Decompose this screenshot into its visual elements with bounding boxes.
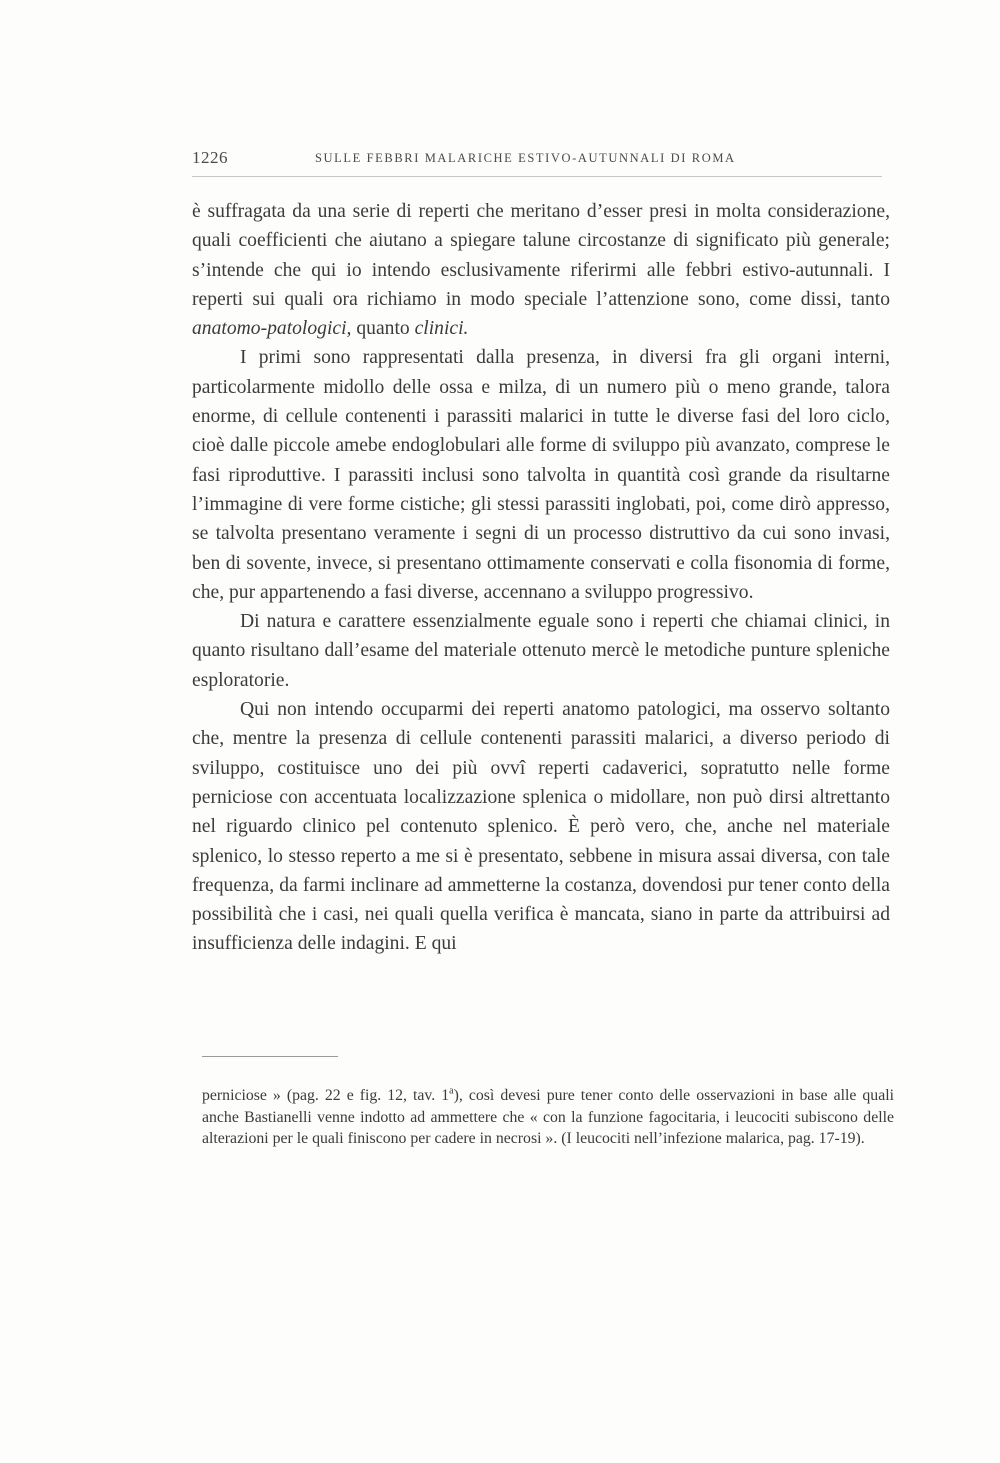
paragraph-1-text: è suffragata da una serie di reperti che meritano d’esser presi in molta considerazione, quali coefficienti che aiutano a spiegare talune circostanze di significato più generale; s’intende che qui io intendo esclusivamente riferirmi alle febbri estivo-autunnali. I reperti sui quali ora richiamo in modo speciale l’attenzione sono, come dissi, tanto <box>192 201 890 310</box>
footnote-text-end: ), così devesi pure tener conto delle osservazioni in base alle quali anche Bastianelli venne indotto ad ammettere che « con la funzione fagocitaria, i leucociti subiscono delle alterazioni per le quali finiscono per cadere in necrosi ». (I leucociti nell’infezione malarica, pag. 17-19). <box>202 1087 894 1147</box>
paragraph-2: I primi sono rappresentati dalla presenza, in diversi fra gli organi interni, particolarmente midollo delle ossa e milza, di un numero più o meno grande, talora enorme, di cellule contenenti i parassiti malarici in tutte le diverse fasi del loro ciclo, cioè dalle piccole amebe endoglobulari alle forme di sviluppo più avanzato, comprese le fasi riproduttive. I parassiti inclusi sono talvolta in quantità così grande da risultarne l’immagine di vere forme cistiche; gli stessi parassiti inglobati, poi, come dirò appresso, se talvolta presentano veramente i segni di un processo distruttivo da cui sono invasi, ben di sovente, invece, si presentano ottimamente conservati e colla fisonomia di forme, che, pur appartenendo a fasi diverse, accennano a sviluppo progressivo. <box>192 347 890 603</box>
footnote-text <box>202 1085 894 1150</box>
running-title: SULLE FEBBRI MALARICHE ESTIVO-AUTUNNALI DI ROMA <box>315 151 736 165</box>
main-text <box>192 197 890 959</box>
footnote-divider <box>202 1056 338 1057</box>
page-header <box>192 148 882 172</box>
paragraph-1-connector: quanto <box>351 318 415 340</box>
footnote-text-start: perniciose » (pag. 22 e fig. 12, tav. 1 <box>202 1087 450 1104</box>
footnote-superscript: a <box>449 1085 454 1097</box>
paragraph-3: Di natura e carattere essenzialmente eguale sono i reperti che chiamai clinici, in quanto risultano dall’esame del materiale ottenuto mercè le metodiche punture spleniche esploratorie. <box>192 611 890 691</box>
header-divider <box>192 176 882 177</box>
page-number: 1226 <box>192 148 228 167</box>
footnote-area <box>202 1085 894 1150</box>
italic-term-clinici: clinici. <box>414 318 469 340</box>
paragraph-1 <box>192 197 890 343</box>
paragraph-4: Qui non intendo occuparmi dei reperti anatomo patologici, ma osservo soltanto che, mentre la presenza di cellule contenenti parassiti malarici, a diverso periodo di sviluppo, costituisce uno dei più ovvî reperti cadaverici, sopratutto nelle forme perniciose con accentuata localizzazione splenica o midollare, non può dirsi altrettanto nel riguardo clinico pel contenuto splenico. È però vero, che, anche nel materiale splenico, lo stesso reperto a me si è presentato, sebbene in misura assai diversa, con tale frequenza, da farmi inclinare ad ammetterne la costanza, dovendosi pur tener conto della possibilità che i casi, nei quali quella verifica è mancata, siano in parte da attribuirsi ad insufficienza delle indagini. E qui <box>192 699 890 955</box>
italic-term-anatomo-patologici: anatomo-patologici, <box>192 318 352 340</box>
